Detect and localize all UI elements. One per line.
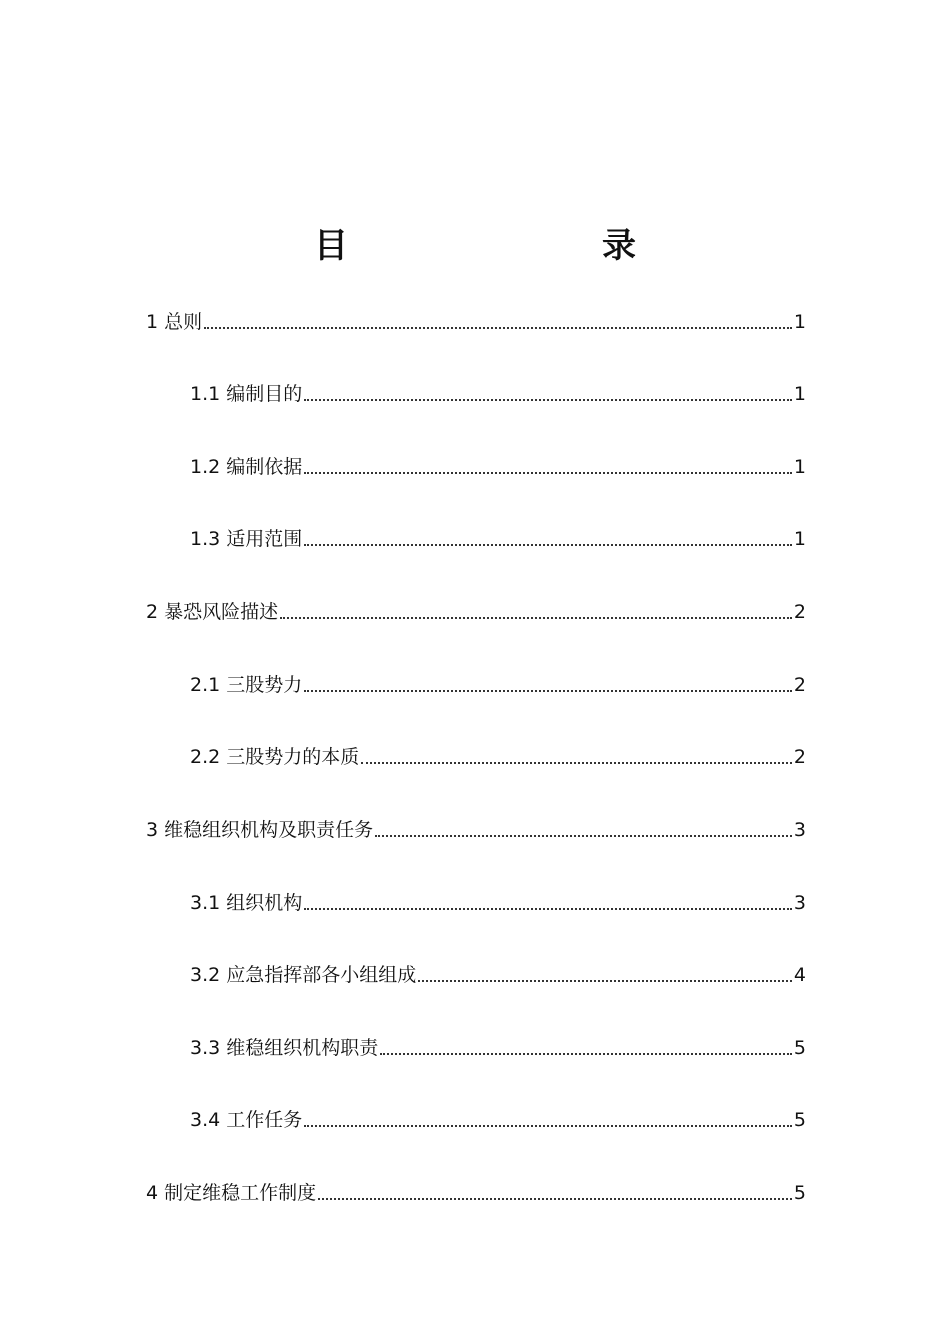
toc-entry-page: 5 bbox=[793, 1037, 806, 1059]
toc-entry-label: 1.2 编制依据 bbox=[190, 456, 303, 478]
toc-entry-page: 4 bbox=[793, 964, 806, 986]
toc-entry[interactable] bbox=[190, 731, 806, 771]
toc-entry-label: 2.2 三股势力的本质 bbox=[190, 746, 360, 768]
toc-dot-leader bbox=[380, 1053, 792, 1055]
toc-dot-leader bbox=[304, 399, 792, 401]
toc-entry-label: 1.1 编制目的 bbox=[190, 383, 303, 405]
toc-entry-label: 3.4 工作任务 bbox=[190, 1109, 303, 1131]
toc-entry-page: 5 bbox=[793, 1182, 806, 1204]
toc-entry[interactable] bbox=[190, 368, 806, 408]
toc-dot-leader bbox=[361, 762, 792, 764]
toc-entry-page: 2 bbox=[793, 746, 806, 768]
toc-entry-page: 1 bbox=[793, 311, 806, 333]
toc-entry-label: 1.3 适用范围 bbox=[190, 528, 303, 550]
toc-title: 目 录 bbox=[314, 226, 698, 266]
toc-dot-leader bbox=[375, 835, 792, 837]
toc-entry[interactable] bbox=[190, 513, 806, 553]
toc-entry[interactable] bbox=[190, 441, 806, 481]
toc-dot-leader bbox=[318, 1198, 792, 1200]
toc-entry-label: 1 总则 bbox=[146, 311, 203, 333]
toc-entry[interactable] bbox=[146, 586, 806, 626]
toc-entry[interactable] bbox=[190, 659, 806, 699]
toc-entry-page: 5 bbox=[793, 1109, 806, 1131]
toc-dot-leader bbox=[304, 908, 792, 910]
toc-dot-leader bbox=[304, 472, 792, 474]
toc-entry[interactable] bbox=[146, 1167, 806, 1207]
toc-dot-leader bbox=[418, 980, 792, 982]
toc-entry[interactable] bbox=[190, 949, 806, 989]
toc-entry-page: 3 bbox=[793, 819, 806, 841]
toc-entry[interactable] bbox=[146, 296, 806, 336]
toc-entry[interactable] bbox=[146, 804, 806, 844]
toc-entry-label: 2 暴恐风险描述 bbox=[146, 601, 279, 623]
toc-entry-label: 3.2 应急指挥部各小组组成 bbox=[190, 964, 417, 986]
toc-entry[interactable] bbox=[190, 1022, 806, 1062]
toc-entry-page: 2 bbox=[793, 674, 806, 696]
toc-entry[interactable] bbox=[190, 877, 806, 917]
toc-entry-label: 3.3 维稳组织机构职责 bbox=[190, 1037, 379, 1059]
toc-dot-leader bbox=[304, 544, 792, 546]
toc-dot-leader bbox=[280, 617, 792, 619]
toc-entry-label: 4 制定维稳工作制度 bbox=[146, 1182, 317, 1204]
toc-entry[interactable] bbox=[190, 1094, 806, 1134]
toc-dot-leader bbox=[304, 1125, 792, 1127]
toc-dot-leader bbox=[204, 327, 792, 329]
toc-entry-label: 3.1 组织机构 bbox=[190, 892, 303, 914]
toc-entry-page: 2 bbox=[793, 601, 806, 623]
toc-entry-page: 1 bbox=[793, 383, 806, 405]
toc-entry-label: 3 维稳组织机构及职责任务 bbox=[146, 819, 374, 841]
toc-dot-leader bbox=[304, 690, 792, 692]
toc-entry-page: 1 bbox=[793, 456, 806, 478]
toc-entry-page: 3 bbox=[793, 892, 806, 914]
toc-entry-label: 2.1 三股势力 bbox=[190, 674, 303, 696]
toc-entry-page: 1 bbox=[793, 528, 806, 550]
